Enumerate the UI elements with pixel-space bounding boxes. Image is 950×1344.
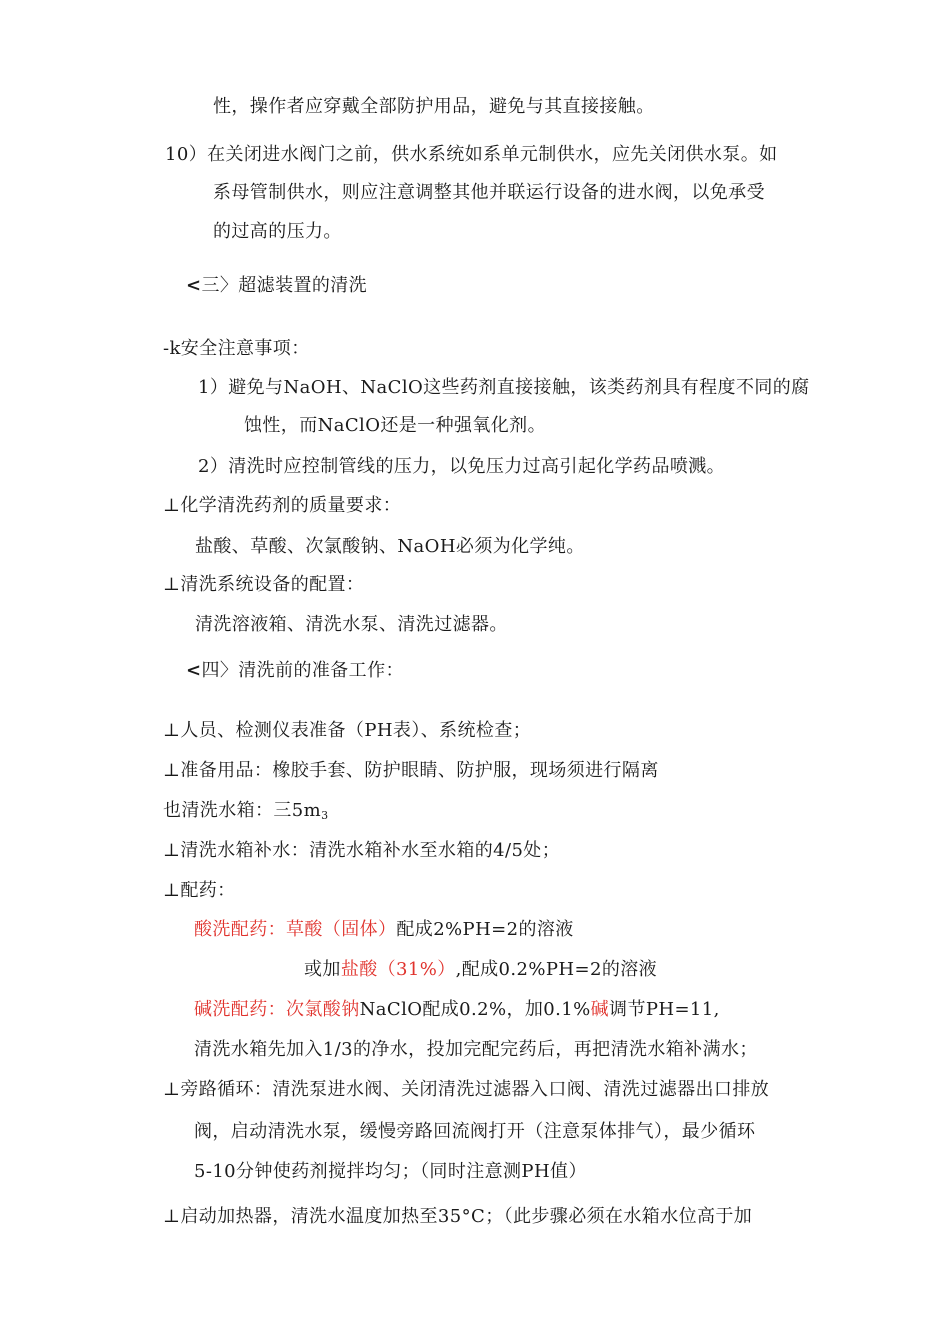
line-text: ⊥清洗系统设备的配置： bbox=[163, 574, 365, 595]
unit-subscript: 3 bbox=[321, 809, 329, 822]
line-text: ⊥人员、检测仪表准备（PH表）、系统检查； bbox=[163, 720, 532, 741]
list-item-bullet bbox=[163, 759, 659, 783]
list-item-bullet bbox=[163, 879, 236, 903]
heading-text: 四〉清洗前的准备工作： bbox=[201, 660, 404, 681]
line-text: ⊥准备用品：橡胶手套、防护眼睛、防护服，现场须进行隔离 bbox=[163, 760, 659, 781]
highlight-text: 碱洗配药：次氯酸钠 bbox=[194, 999, 360, 1020]
list-item-bullet bbox=[163, 799, 329, 828]
line-text: 配成2%PH=2的溶液 bbox=[396, 919, 574, 940]
subheading-equipment bbox=[163, 573, 364, 597]
highlight-text: 盐酸（31%） bbox=[340, 959, 456, 980]
line-text: 蚀性，而NaClO还是一种强氧化剂。 bbox=[244, 415, 546, 436]
paragraph-line bbox=[194, 1160, 587, 1184]
subheading-quality bbox=[163, 494, 401, 518]
line-text: 性，操作者应穿戴全部防护用品，避免与其直接接触。 bbox=[213, 96, 655, 117]
list-item-1 bbox=[198, 376, 810, 400]
line-text: ⊥化学清洗药剂的质量要求： bbox=[163, 495, 402, 516]
line-text: 的过高的压力。 bbox=[213, 221, 342, 242]
acid-dosing-line bbox=[194, 918, 574, 942]
line-text: 调节PH=11, bbox=[609, 999, 720, 1020]
line-text: ⊥配药： bbox=[163, 880, 236, 901]
line-text: 盐酸、草酸、次氯酸钠、NaOH必须为化学纯。 bbox=[195, 536, 585, 557]
paragraph-line bbox=[194, 1038, 758, 1062]
line-text: NaClO配成0.2%，加0.1% bbox=[359, 999, 591, 1020]
list-item-bullet bbox=[163, 839, 560, 863]
paragraph-line bbox=[195, 613, 508, 637]
line-text: ⊥清洗水箱补水：清洗水箱补水至水箱的4/5处； bbox=[163, 840, 561, 861]
paragraph-line bbox=[195, 535, 585, 559]
line-text: 10）在关闭进水阀门之前，供水系统如系单元制供水，应先关闭供水泵。如 bbox=[165, 144, 778, 165]
highlight-text: 酸洗配药：草酸（固体） bbox=[194, 919, 397, 940]
line-text: ⊥旁路循环：清洗泵进水阀、关闭清洗过滤器入口阀、清洗过滤器出口排放 bbox=[163, 1079, 770, 1100]
line-text: 或加 bbox=[304, 959, 341, 980]
paragraph-line bbox=[213, 181, 765, 205]
list-item-bullet bbox=[163, 1205, 752, 1229]
list-item-bullet bbox=[163, 719, 531, 743]
highlight-text: 碱 bbox=[590, 999, 610, 1020]
heading-bracket-mark: < bbox=[186, 275, 202, 296]
section-heading-3 bbox=[186, 274, 367, 298]
heading-text: 三〉超滤装置的清洗 bbox=[201, 275, 368, 296]
paragraph-line bbox=[213, 220, 342, 244]
section-heading-4 bbox=[186, 659, 404, 683]
line-text: ,配成0.2%PH=2的溶液 bbox=[455, 959, 658, 980]
line-text: ⊥启动加热器，清洗水温度加热至35°C；（此步骤必须在水箱水位高于加 bbox=[163, 1206, 753, 1227]
list-item-2 bbox=[198, 455, 725, 479]
line-text: -k安全注意事项： bbox=[163, 338, 310, 359]
line-text: 阀，启动清洗水泵，缓慢旁路回流阀打开（注意泵体排气），最少循环 bbox=[194, 1121, 756, 1142]
alkali-dosing-line bbox=[194, 998, 720, 1022]
list-item-10 bbox=[165, 143, 778, 167]
paragraph-line bbox=[244, 414, 546, 438]
heading-bracket-mark: < bbox=[186, 660, 202, 681]
subheading-safety bbox=[163, 337, 310, 361]
paragraph-line bbox=[194, 1120, 755, 1144]
line-text: 1）避免与NaOH、NaClO这些药剂直接接触，该类药剂具有程度不同的腐 bbox=[198, 377, 810, 398]
acid-dosing-alt-line bbox=[304, 958, 657, 982]
line-text: 2）清洗时应控制管线的压力，以免压力过高引起化学药品喷溅。 bbox=[198, 456, 726, 477]
paragraph-line bbox=[213, 95, 655, 119]
line-text: 5-10分钟使药剂搅拌均匀；（同时注意测PH值） bbox=[194, 1161, 587, 1182]
line-text: 清洗溶液箱、清洗水泵、清洗过滤器。 bbox=[195, 614, 508, 635]
line-text: 也清洗水箱：三5m bbox=[163, 800, 322, 821]
list-item-bullet bbox=[163, 1078, 769, 1102]
line-text: 系母管制供水，则应注意调整其他并联运行设备的进水阀，以免承受 bbox=[213, 182, 765, 203]
line-text: 清洗水箱先加入1/3的净水，投加完配完药后，再把清洗水箱补满水； bbox=[194, 1039, 758, 1060]
